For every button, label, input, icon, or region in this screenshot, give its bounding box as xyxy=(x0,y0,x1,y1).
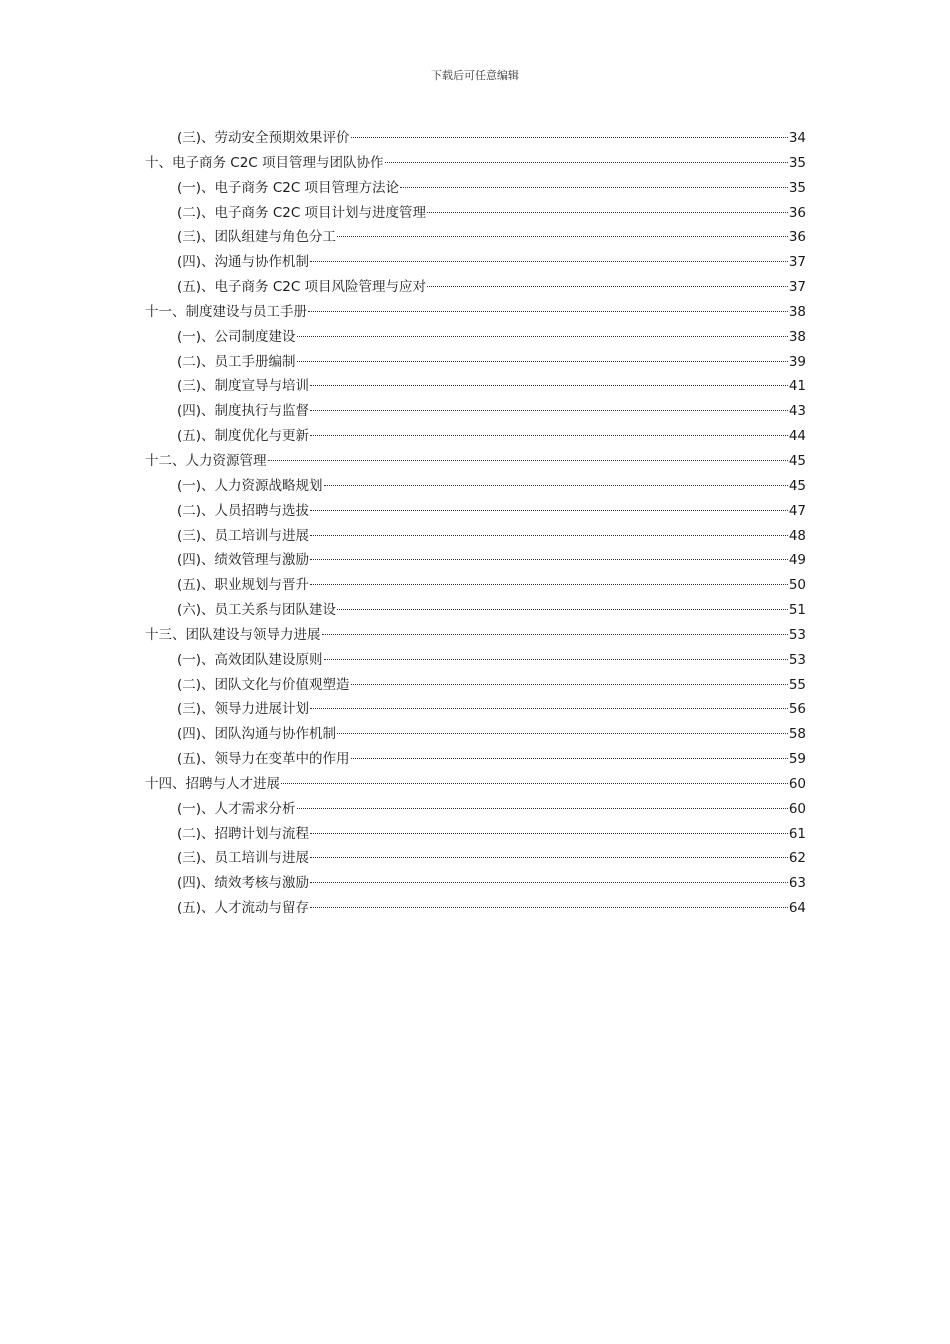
toc-dot-leader xyxy=(427,212,788,213)
toc-page-number: 50 xyxy=(788,577,806,594)
toc-section-entry[interactable] xyxy=(145,822,806,847)
toc-page-number: 39 xyxy=(788,353,806,370)
toc-section-entry[interactable] xyxy=(145,846,806,871)
toc-page-number: 58 xyxy=(788,726,806,743)
toc-dot-leader xyxy=(297,336,788,337)
toc-chapter-entry[interactable] xyxy=(145,623,806,648)
toc-section-entry[interactable] xyxy=(145,399,806,424)
toc-entry-title: (三)、员工培训与进展 xyxy=(177,850,310,867)
toc-entry-title: (四)、绩效管理与激励 xyxy=(177,552,310,569)
toc-entry-title: (二)、招聘计划与流程 xyxy=(177,825,310,842)
toc-dot-leader xyxy=(351,137,788,138)
toc-section-entry[interactable] xyxy=(145,176,806,201)
toc-section-entry[interactable] xyxy=(145,896,806,921)
toc-entry-title: (四)、沟通与协作机制 xyxy=(177,254,310,271)
toc-section-entry[interactable] xyxy=(145,474,806,499)
toc-dot-leader xyxy=(310,510,788,511)
toc-section-entry[interactable] xyxy=(145,673,806,698)
toc-section-entry[interactable] xyxy=(145,126,806,151)
toc-entry-title: (五)、电子商务 C2C 项目风险管理与应对 xyxy=(177,279,427,296)
toc-dot-leader xyxy=(268,460,788,461)
toc-section-entry[interactable] xyxy=(145,648,806,673)
toc-page-number: 55 xyxy=(788,676,806,693)
toc-page-number: 35 xyxy=(788,179,806,196)
toc-dot-leader xyxy=(310,410,788,411)
table-of-contents xyxy=(145,126,806,921)
toc-dot-leader xyxy=(308,311,788,312)
toc-section-entry[interactable] xyxy=(145,871,806,896)
toc-page-number: 45 xyxy=(788,452,806,469)
toc-section-entry[interactable] xyxy=(145,325,806,350)
toc-page-number: 47 xyxy=(788,502,806,519)
toc-entry-title: (一)、高效团队建设原则 xyxy=(177,651,323,668)
toc-entry-title: (二)、人员招聘与选拔 xyxy=(177,502,310,519)
toc-page-number: 61 xyxy=(788,825,806,842)
toc-section-entry[interactable] xyxy=(145,201,806,226)
toc-page-number: 53 xyxy=(788,626,806,643)
toc-entry-title: (三)、制度宣导与培训 xyxy=(177,378,310,395)
toc-dot-leader xyxy=(310,907,788,908)
toc-dot-leader xyxy=(324,485,788,486)
toc-dot-leader xyxy=(297,808,788,809)
toc-section-entry[interactable] xyxy=(145,573,806,598)
toc-dot-leader xyxy=(351,684,788,685)
toc-dot-leader xyxy=(281,783,788,784)
toc-dot-leader xyxy=(310,535,788,536)
toc-entry-title: (四)、团队沟通与协作机制 xyxy=(177,726,337,743)
toc-page-number: 48 xyxy=(788,527,806,544)
toc-page-number: 60 xyxy=(788,800,806,817)
toc-dot-leader xyxy=(337,733,788,734)
toc-section-entry[interactable] xyxy=(145,350,806,375)
toc-dot-leader xyxy=(337,236,788,237)
toc-page-number: 38 xyxy=(788,328,806,345)
toc-entry-title: 十四、招聘与人才进展 xyxy=(145,775,280,792)
toc-chapter-entry[interactable] xyxy=(145,449,806,474)
toc-entry-title: (四)、制度执行与监督 xyxy=(177,403,310,420)
toc-page-number: 36 xyxy=(788,204,806,221)
toc-page-number: 59 xyxy=(788,751,806,768)
toc-dot-leader xyxy=(337,609,788,610)
toc-entry-title: (三)、领导力进展计划 xyxy=(177,701,310,718)
toc-section-entry[interactable] xyxy=(145,524,806,549)
toc-entry-title: (三)、员工培训与进展 xyxy=(177,527,310,544)
toc-page-number: 38 xyxy=(788,303,806,320)
toc-page-number: 44 xyxy=(788,428,806,445)
toc-dot-leader xyxy=(310,385,788,386)
toc-section-entry[interactable] xyxy=(145,747,806,772)
toc-page-number: 37 xyxy=(788,254,806,271)
toc-page-number: 36 xyxy=(788,229,806,246)
toc-entry-title: (一)、公司制度建设 xyxy=(177,328,296,345)
toc-dot-leader xyxy=(310,857,788,858)
toc-page-number: 49 xyxy=(788,552,806,569)
toc-dot-leader xyxy=(427,286,788,287)
toc-chapter-entry[interactable] xyxy=(145,151,806,176)
toc-dot-leader xyxy=(310,435,788,436)
toc-section-entry[interactable] xyxy=(145,722,806,747)
toc-section-entry[interactable] xyxy=(145,225,806,250)
toc-page-number: 63 xyxy=(788,875,806,892)
toc-section-entry[interactable] xyxy=(145,275,806,300)
toc-dot-leader xyxy=(310,882,788,883)
toc-section-entry[interactable] xyxy=(145,598,806,623)
toc-dot-leader xyxy=(310,708,788,709)
toc-dot-leader xyxy=(310,261,788,262)
toc-entry-title: (六)、员工关系与团队建设 xyxy=(177,602,337,619)
toc-dot-leader xyxy=(324,659,788,660)
toc-entry-title: (三)、团队组建与角色分工 xyxy=(177,229,337,246)
toc-entry-title: (四)、绩效考核与激励 xyxy=(177,875,310,892)
toc-section-entry[interactable] xyxy=(145,250,806,275)
toc-page-number: 34 xyxy=(788,130,806,146)
toc-entry-title: (三)、劳动安全预期效果评价 xyxy=(177,130,350,146)
toc-entry-title: (一)、人力资源战略规划 xyxy=(177,477,323,494)
toc-dot-leader xyxy=(310,559,788,560)
toc-entry-title: (一)、人才需求分析 xyxy=(177,800,296,817)
toc-section-entry[interactable] xyxy=(145,499,806,524)
toc-chapter-entry[interactable] xyxy=(145,772,806,797)
toc-page-number: 45 xyxy=(788,477,806,494)
toc-entry-title: (五)、职业规划与晋升 xyxy=(177,577,310,594)
toc-dot-leader xyxy=(310,584,788,585)
toc-dot-leader xyxy=(351,758,788,759)
toc-dot-leader xyxy=(322,634,788,635)
toc-entry-title: (一)、电子商务 C2C 项目管理方法论 xyxy=(177,179,400,196)
toc-page-number: 62 xyxy=(788,850,806,867)
toc-entry-title: 十二、人力资源管理 xyxy=(145,452,267,469)
toc-section-entry[interactable] xyxy=(145,424,806,449)
toc-chapter-entry[interactable] xyxy=(145,300,806,325)
toc-page-number: 60 xyxy=(788,775,806,792)
toc-page-number: 35 xyxy=(788,154,806,171)
toc-section-entry[interactable] xyxy=(145,697,806,722)
toc-section-entry[interactable] xyxy=(145,374,806,399)
toc-page-number: 37 xyxy=(788,279,806,296)
toc-page-number: 51 xyxy=(788,602,806,619)
toc-page-number: 53 xyxy=(788,651,806,668)
toc-entry-title: (二)、团队文化与价值观塑造 xyxy=(177,676,350,693)
toc-dot-leader xyxy=(400,187,788,188)
toc-entry-title: (五)、制度优化与更新 xyxy=(177,428,310,445)
toc-page-number: 56 xyxy=(788,701,806,718)
toc-entry-title: (五)、领导力在变革中的作用 xyxy=(177,751,350,768)
toc-entry-title: (二)、电子商务 C2C 项目计划与进度管理 xyxy=(177,204,427,221)
toc-entry-title: (二)、员工手册编制 xyxy=(177,353,296,370)
toc-dot-leader xyxy=(297,361,788,362)
toc-page-number: 64 xyxy=(788,900,806,917)
toc-dot-leader xyxy=(310,833,788,834)
toc-page-number: 43 xyxy=(788,403,806,420)
toc-section-entry[interactable] xyxy=(145,548,806,573)
page-header: 下载后可任意编辑 xyxy=(431,69,519,82)
toc-entry-title: 十三、团队建设与领导力进展 xyxy=(145,626,321,643)
toc-entry-title: 十、电子商务 C2C 项目管理与团队协作 xyxy=(145,154,384,171)
toc-entry-title: (五)、人才流动与留存 xyxy=(177,900,310,917)
toc-entry-title: 十一、制度建设与员工手册 xyxy=(145,303,307,320)
toc-section-entry[interactable] xyxy=(145,797,806,822)
toc-page-number: 41 xyxy=(788,378,806,395)
toc-dot-leader xyxy=(385,162,788,163)
